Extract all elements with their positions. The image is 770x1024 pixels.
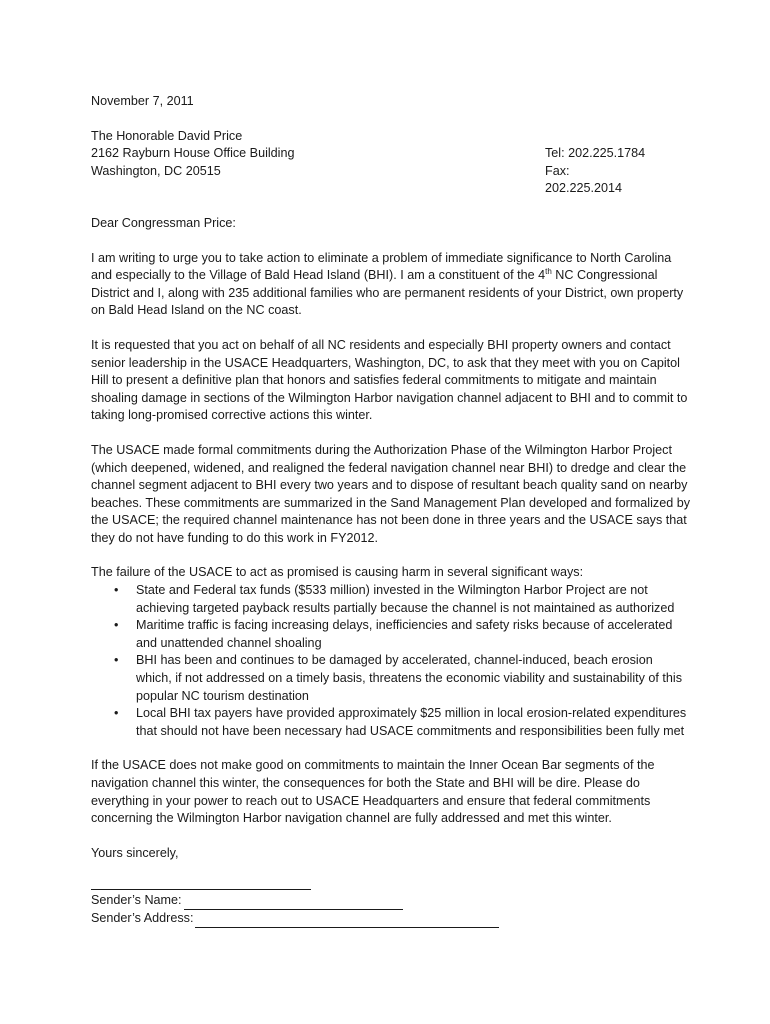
- salutation: Dear Congressman Price:: [91, 215, 236, 230]
- recipient-row-1: [91, 145, 647, 163]
- recipient-address-line1: 2162 Rayburn House Office Building: [91, 146, 295, 161]
- harm-list: [91, 582, 691, 740]
- harm-list-item-text: Maritime traffic is facing increasing delays, inefficiencies and safety risks because of accelerated and unattended channel shoaling: [136, 618, 673, 650]
- bullet-icon: •: [114, 583, 119, 598]
- recipient-block: [91, 128, 691, 198]
- sender-name-label: Sender’s Name:: [91, 893, 182, 908]
- sender-address-label: Sender’s Address:: [91, 910, 194, 925]
- recipient-fax: Fax: 202.225.2014: [545, 163, 623, 196]
- signature-line[interactable]: [91, 889, 311, 890]
- bullet-icon: •: [114, 653, 119, 668]
- sender-address-row: [91, 910, 691, 928]
- harm-list-item: [91, 652, 691, 705]
- harm-list-item-text: BHI has been and continues to be damaged by accelerated, channel-induced, beach erosion which, if not addressed on a timely basis, threatens the economic viability and sustainability of this popular NC tourism destination: [136, 653, 683, 703]
- closing: Yours sincerely,: [91, 845, 179, 860]
- harm-list-item-text: State and Federal tax funds ($533 million) invested in the Wilmington Harbor Project are not achieving targeted payback results partially because the channel is not maintained as authorized: [136, 583, 675, 615]
- paragraph-intro-part2: NC Congressional District and I, along with 235 additional families who are permanent residents of your District, own property on Bald Head Island on the NC coast.: [91, 268, 684, 318]
- harm-intro: The failure of the USACE to act as promised is causing harm in several significant ways:: [91, 565, 584, 580]
- harm-list-item: [91, 705, 691, 740]
- paragraph-intro: [91, 250, 691, 320]
- paragraph-commitments: The USACE made formal commitments during the Authorization Phase of the Wilmington Harbor Project (which deepened, widened, and realigned the federal navigation channel near BHI) to dredge and clear the channel segment adjacent to BHI every two years and to dispose of resultant beach quality sand on nearby beaches. These commitments are summarized in the Sand Management Plan developed and formalized by the USACE; the required channel maintenance has not been done in three years and the USACE says that they do not have funding to do this work in FY2012.: [91, 442, 690, 545]
- sender-name-field[interactable]: [184, 896, 403, 910]
- paragraph-intro-part1: I am writing to urge you to take action to eliminate a problem of immediate significance to North Carolina and especially to the Village of Bald Head Island (BHI). I am a constituent of the 4: [91, 250, 672, 283]
- ordinal-suffix: th: [545, 266, 552, 276]
- recipient-address-line2: Washington, DC 20515: [91, 163, 221, 178]
- bullet-icon: •: [114, 706, 119, 721]
- recipient-row-2: [91, 163, 647, 198]
- harm-list-item: [91, 617, 691, 652]
- sender-address-field[interactable]: [195, 914, 499, 928]
- harm-list-item: [91, 582, 691, 617]
- bullet-icon: •: [114, 618, 119, 633]
- harm-list-item-text: Local BHI tax payers have provided approximately $25 million in local erosion-related expenditures that should not have been necessary had USACE commitments and responsibilities been fully met: [136, 706, 687, 738]
- letter: [91, 93, 691, 928]
- recipient-tel: Tel: 202.225.1784: [545, 146, 646, 161]
- sender-name-row: [91, 892, 691, 910]
- letter-date: November 7, 2011: [91, 94, 194, 108]
- recipient-name: The Honorable David Price: [91, 128, 243, 143]
- paragraph-request: It is requested that you act on behalf of all NC residents and especially BHI property owners and contact senior leadership in the USACE Headquarters, Washington, DC, to ask that they meet with you on Capitol Hill to present a definitive plan that honors and satisfies federal commitments to mitigate and maintain shoaling damage in sections of the Wilmington Harbor navigation channel adjacent to BHI and to commit to taking long-promised corrective actions this winter.: [91, 337, 688, 423]
- paragraph-consequences: If the USACE does not make good on commitments to maintain the Inner Ocean Bar segments of the navigation channel this winter, the consequences for both the State and BHI will be dire. Please do everything in your power to reach out to USACE Headquarters and ensure that federal commitments concerning the Wilmington Harbor navigation channel are fully addressed and met this winter.: [91, 758, 655, 826]
